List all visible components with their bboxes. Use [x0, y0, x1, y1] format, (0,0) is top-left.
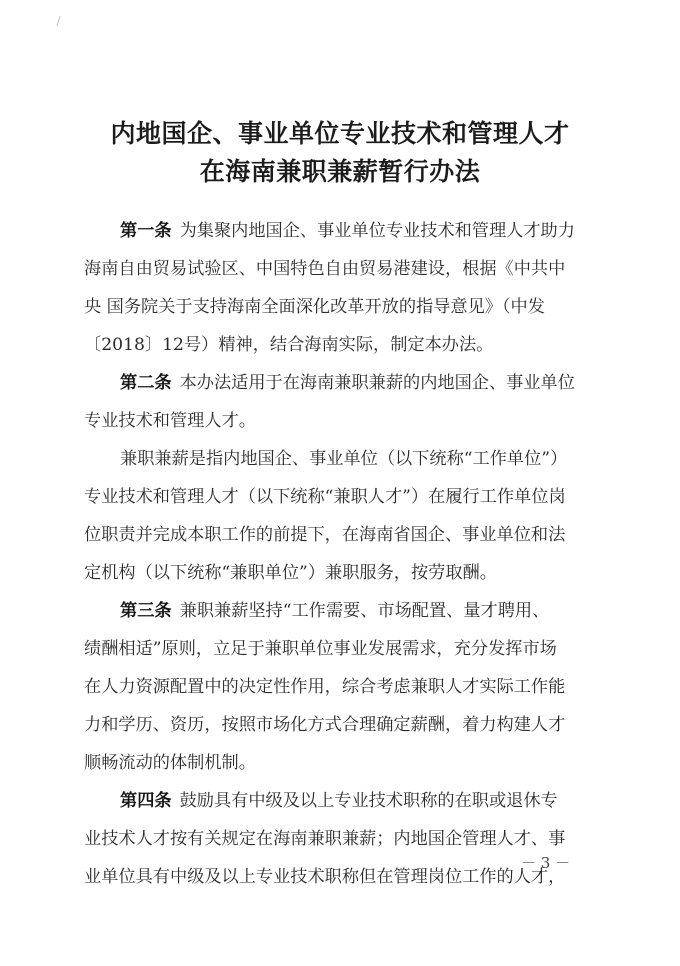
article-3-line-5: 顺畅流动的体制机制。 [84, 753, 256, 773]
definition-line-4: 定机构（以下统称“兼职单位”）兼职服务，按劳取酬。 [84, 563, 497, 583]
definition-line-2: 专业技术和管理人才（以下统称“兼职人才”）在履行工作单位岗 [84, 487, 566, 507]
article-heading: 第二条 [120, 373, 172, 393]
article-2-line-2: 专业技术和管理人才。 [84, 411, 256, 431]
paragraph-text: 兼职兼薪坚持“工作需要、市场配置、量才聘用、 [179, 601, 550, 621]
article-heading: 第三条 [120, 601, 172, 621]
definition-line-1: 兼职兼薪是指内地国企、事业单位（以下统称“工作单位”） [120, 449, 568, 469]
article-4-line-3: 业单位具有中级及以上专业技术职称但在管理岗位工作的人才， [84, 867, 566, 887]
page-number: － 3 － [521, 854, 571, 872]
article-2-line-1 [120, 371, 575, 395]
article-3-line-1 [120, 599, 549, 623]
scan-mark [56, 16, 60, 26]
article-3-line-2: 绩酬相适”原则，立足于兼职单位事业发展需求，充分发挥市场 [84, 639, 557, 659]
article-1-line-3: 央 国务院关于支持海南全面深化改革开放的指导意见》（中发 [84, 297, 545, 317]
article-1-line-4: 〔2018〕12号）精神，结合海南实际，制定本办法。 [84, 335, 494, 355]
paragraph-text: 本办法适用于在海南兼职兼薪的内地国企、事业单位 [179, 373, 575, 393]
article-1-line-1 [120, 219, 575, 243]
article-4-line-2: 业技术人才按有关规定在海南兼职兼薪；内地国企管理人才、事 [84, 829, 566, 849]
article-heading: 第四条 [120, 791, 172, 811]
paragraph-text: 鼓励具有中级及以上专业技术职称的在职或退休专 [179, 791, 558, 811]
article-3-line-4: 力和学历、资历，按照市场化方式合理确定薪酬，着力构建人才 [84, 715, 566, 735]
title-line-2: 在海南兼职兼薪暂行办法 [199, 157, 481, 186]
article-heading: 第一条 [120, 221, 172, 241]
title-line-1: 内地国企、事业单位专业技术和管理人才 [110, 119, 570, 148]
article-3-line-3: 在人力资源配置中的决定性作用，综合考虑兼职人才实际工作能 [84, 677, 566, 697]
definition-line-3: 位职责并完成本职工作的前提下，在海南省国企、事业单位和法 [84, 525, 566, 545]
article-4-line-1 [120, 789, 558, 813]
article-1-line-2: 海南自由贸易试验区、中国特色自由贸易港建设，根据《中共中 [84, 259, 566, 279]
paragraph-text: 为集聚内地国企、事业单位专业技术和管理人才助力 [179, 221, 575, 241]
